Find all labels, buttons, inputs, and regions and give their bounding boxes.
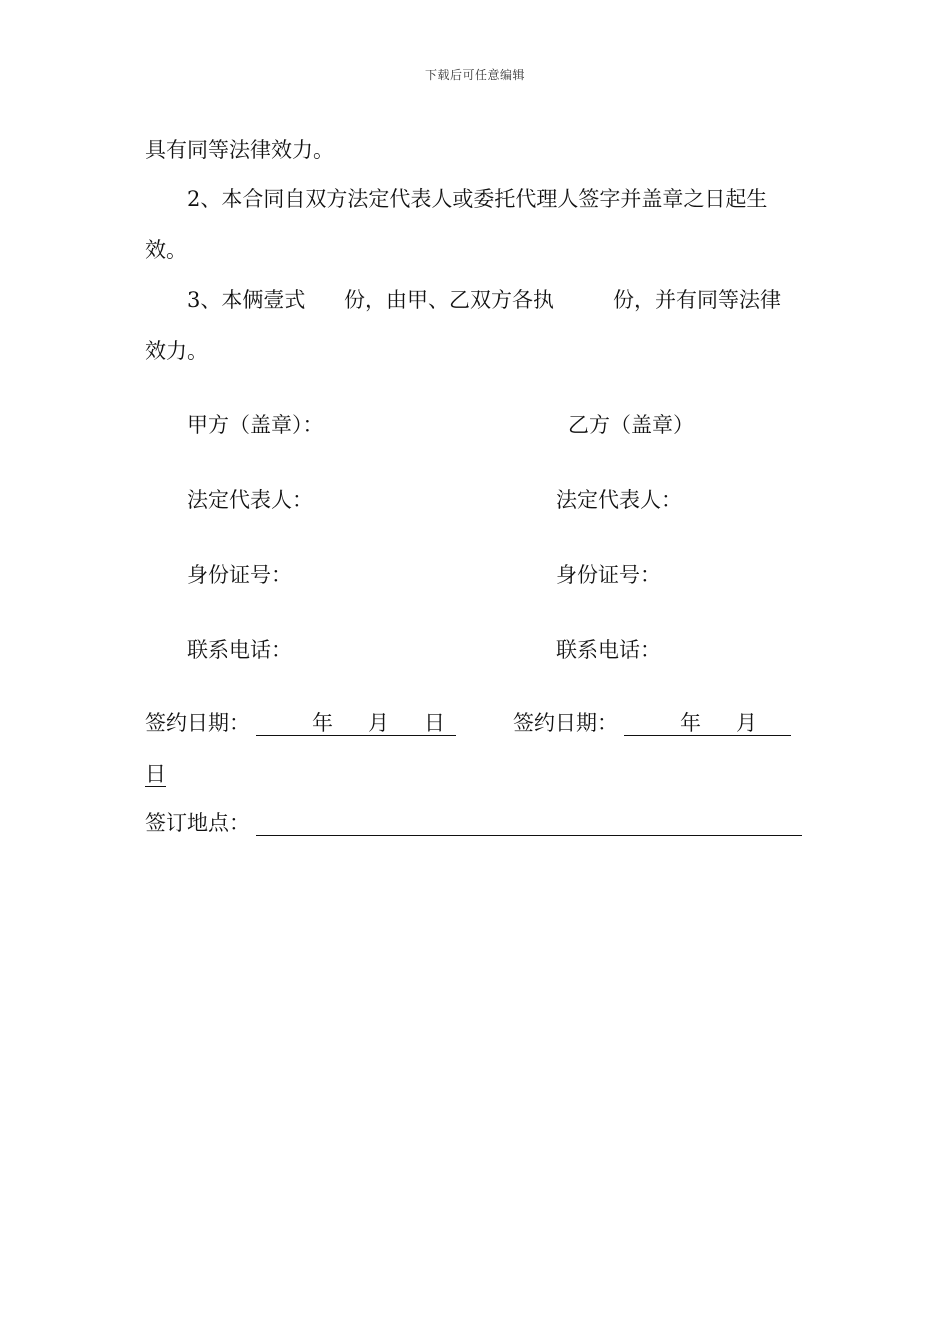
signing-place-label: 签订地点： (145, 811, 250, 835)
clause-3-copies-text: 3、本俩壹式 (187, 288, 306, 312)
signing-date-a-month: 月 (368, 711, 389, 735)
party-b-id-label: 身份证号： (556, 563, 661, 587)
signing-date-a-year: 年 (312, 711, 333, 735)
clause-1-continuation: 具有同等法律效力。 (145, 138, 334, 162)
signing-date-b-month: 月 (736, 711, 757, 735)
party-a-phone-label: 联系电话： (187, 638, 292, 662)
clause-3-line-2: 效力。 (145, 339, 208, 363)
clause-2-line-2: 效。 (145, 238, 187, 262)
page-header: 下载后可任意编辑 (424, 68, 525, 82)
clause-3-each-party-text: 份，由甲、乙双方各执 (344, 288, 554, 312)
party-b-rep-label: 法定代表人： (556, 488, 682, 512)
signing-date-b-day-field[interactable] (145, 762, 166, 787)
signing-date-a-field[interactable] (256, 711, 456, 736)
party-b-seal-label: 乙方（盖章） (568, 413, 694, 437)
clause-2-line-1: 2、本合同自双方法定代表人或委托代理人签字并盖章之日起生 (187, 187, 768, 211)
signing-date-b-field[interactable] (624, 711, 791, 736)
party-a-rep-label: 法定代表人： (187, 488, 313, 512)
party-a-seal-label: 甲方（盖章）： (187, 413, 324, 437)
signing-date-a-day: 日 (424, 711, 445, 735)
signing-date-b-year: 年 (680, 711, 701, 735)
clause-3-effect-text: 份，并有同等法律 (613, 288, 781, 312)
signing-date-a-label: 签约日期： (145, 711, 250, 735)
signing-date-b-label: 签约日期： (513, 711, 618, 735)
party-b-phone-label: 联系电话： (556, 638, 661, 662)
signing-date-b-day: 日 (145, 762, 166, 786)
party-a-id-label: 身份证号： (187, 563, 292, 587)
signing-place-field[interactable] (256, 811, 802, 836)
